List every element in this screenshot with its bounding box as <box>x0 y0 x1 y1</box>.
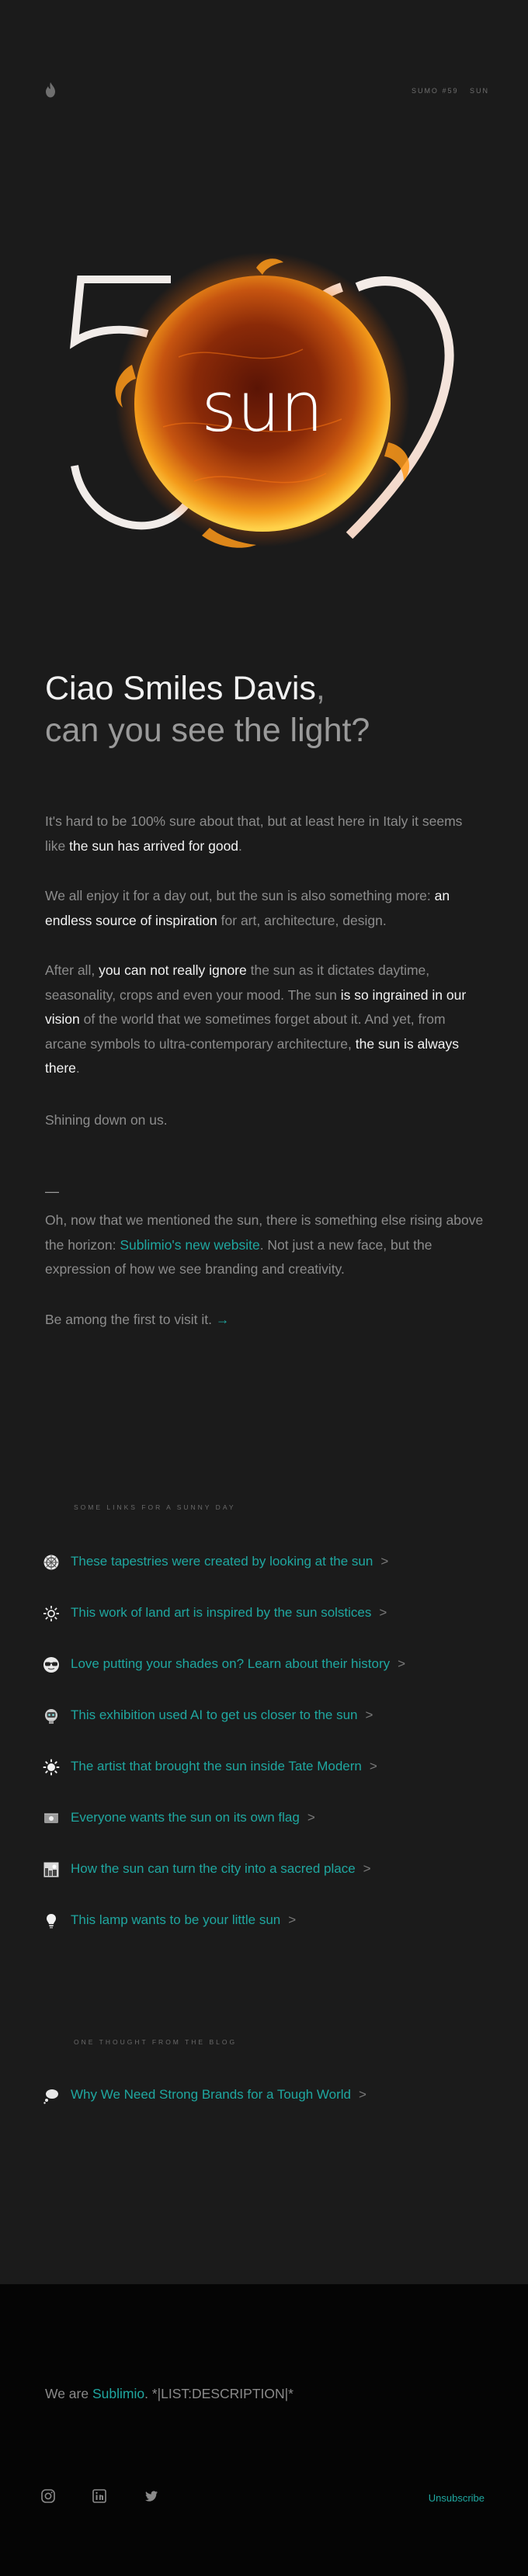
chevron-right-icon: > <box>363 1861 371 1876</box>
twitter-icon[interactable] <box>144 2488 161 2505</box>
announcement-paragraph: Oh, now that we mentioned the sun, there is something else rising above the horizon: Sublimio's new website. Not just a new face, but the expression of how we see branding and creativity. <box>45 1212 484 1277</box>
chevron-right-icon: > <box>398 1656 406 1671</box>
chevron-right-icon: > <box>380 1554 389 1569</box>
link-item-label[interactable]: This exhibition used AI to get us closer to the sun <box>71 1708 358 1722</box>
greeting-line-2: can you see the light? <box>45 712 370 749</box>
sun-icon <box>43 1759 60 1776</box>
blog-link-label[interactable]: Why We Need Strong Brands for a Tough World <box>71 2087 351 2102</box>
sunglasses-icon <box>43 1656 60 1673</box>
lightbulb-icon <box>43 1912 60 1929</box>
cta-arrow-link[interactable]: → <box>215 1312 230 1327</box>
header-meta <box>404 87 489 95</box>
links-section-title: SOME LINKS FOR A SUNNY DAY <box>74 1503 236 1511</box>
sun-rays-icon <box>43 1605 60 1622</box>
link-item-label[interactable]: Everyone wants the sun on its own flag <box>71 1810 300 1825</box>
link-item[interactable] <box>43 1705 493 1728</box>
link-item[interactable] <box>43 1654 493 1677</box>
footer <box>0 2284 528 2576</box>
chevron-right-icon: > <box>369 1759 377 1773</box>
link-item[interactable] <box>43 1859 493 1882</box>
city-sunrise-icon <box>43 1861 60 1878</box>
issue-topic: SUN <box>469 87 489 95</box>
intro-paragraph-1: It's hard to be 100% sure about that, but at least here in Italy it seems like the sun has arrived for good. <box>45 813 463 854</box>
instagram-icon[interactable] <box>40 2488 57 2505</box>
greeting-heading <box>45 667 488 751</box>
footer-about: We are Sublimio. *|LIST:DESCRIPTION|* <box>45 2386 294 2401</box>
blog-section-title: ONE THOUGHT FROM THE BLOG <box>74 2038 238 2046</box>
greeting-line-1: Ciao Smiles Davis, <box>45 670 325 707</box>
issue-number: SUMO #59 <box>411 87 459 95</box>
chevron-right-icon: > <box>307 1810 315 1825</box>
flame-drop-icon[interactable] <box>43 81 57 99</box>
link-item[interactable] <box>43 1603 493 1626</box>
hero-word: sun <box>201 367 324 447</box>
intro-paragraph-3: After all, you can not really ignore the sun as it dictates daytime, seasonality, crops and even your mood. The sun is so ingrained in our vision of the world that we sometimes forget about it. And yet, from arcane symbols to ultra-contemporary architecture, the sun is always there. <box>45 962 467 1076</box>
link-item-label[interactable]: These tapestries were created by looking at the sun <box>71 1554 373 1569</box>
link-item[interactable] <box>43 1910 493 1933</box>
cta-line: Be among the first to visit it. → <box>45 1312 230 1327</box>
intro-paragraph-4: Shining down on us. <box>45 1112 168 1128</box>
link-item-label[interactable]: This work of land art is inspired by the sun solstices <box>71 1605 372 1620</box>
chevron-right-icon: > <box>365 1708 373 1722</box>
robot-icon <box>43 1708 60 1725</box>
link-item[interactable] <box>43 1756 493 1780</box>
chevron-right-icon: > <box>379 1605 387 1620</box>
link-item-label[interactable]: This lamp wants to be your little sun <box>71 1912 281 1927</box>
unsubscribe-link[interactable]: Unsubscribe <box>428 2492 485 2504</box>
link-item-label[interactable]: Love putting your shades on? Learn about their history <box>71 1656 391 1671</box>
blog-link[interactable] <box>43 2085 493 2108</box>
link-item[interactable] <box>43 1551 493 1575</box>
header <box>43 81 489 105</box>
flag-icon <box>43 1810 60 1827</box>
sun-disc-icon <box>43 1554 60 1571</box>
divider-dash: — <box>45 1184 59 1199</box>
link-item[interactable] <box>43 1808 493 1831</box>
chevron-right-icon: > <box>288 1912 297 1927</box>
linkedin-icon[interactable] <box>92 2488 109 2505</box>
link-item-label[interactable]: The artist that brought the sun inside Tate Modern <box>71 1759 362 1773</box>
thought-bubble-icon <box>43 2087 60 2104</box>
chevron-right-icon: > <box>358 2087 366 2102</box>
new-website-link[interactable]: Sublimio's new website <box>120 1236 260 1253</box>
intro-paragraph-2: We all enjoy it for a day out, but the sun is also something more: an endless source of inspiration for art, architecture, design. <box>45 888 450 928</box>
link-item-label[interactable]: How the sun can turn the city into a sacred place <box>71 1861 356 1876</box>
sublimio-link[interactable]: Sublimio <box>92 2386 145 2401</box>
hero-image <box>62 248 466 574</box>
